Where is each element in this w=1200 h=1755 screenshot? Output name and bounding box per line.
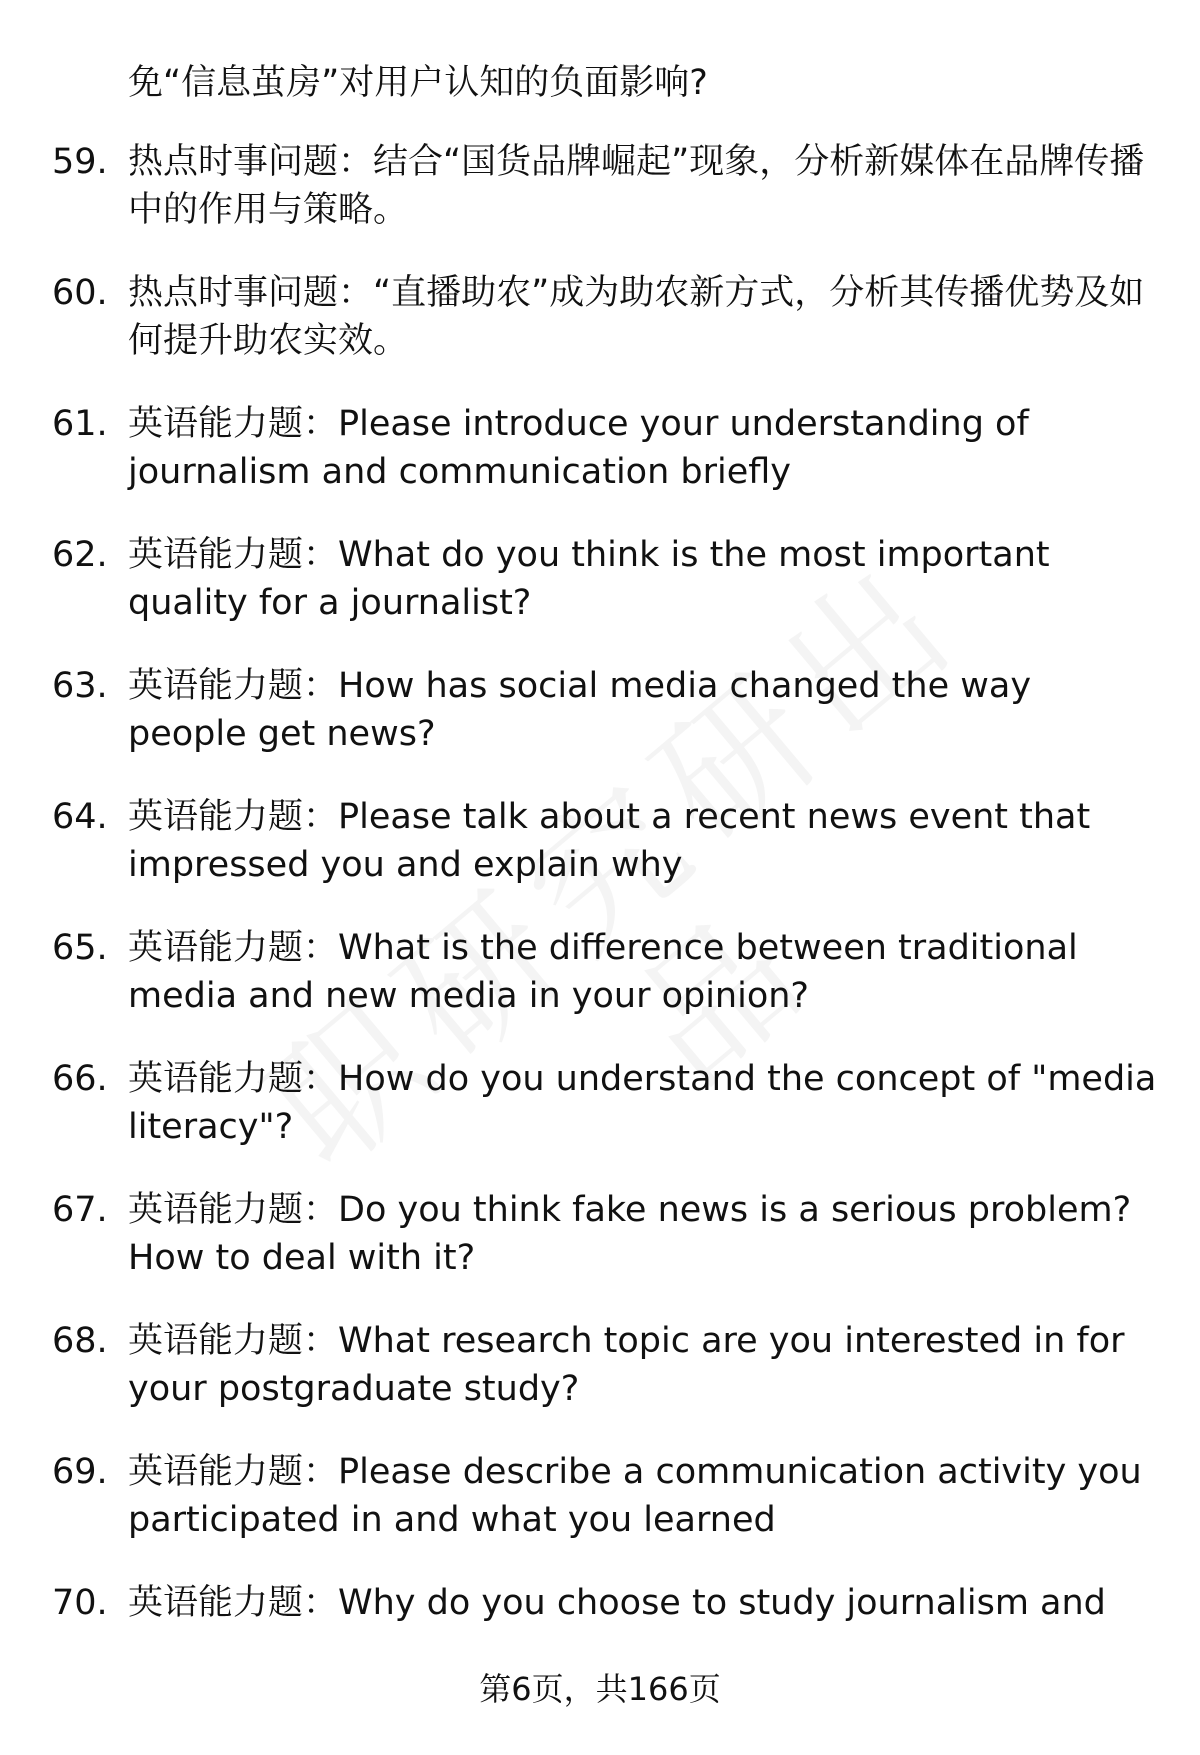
question-text: 英语能力题：Please introduce your understanding of journalism and communication briefly (128, 404, 1029, 492)
question-text: 英语能力题：How do you understand the concept of "media literacy"? (128, 1059, 1157, 1147)
question-text: 英语能力题：Please talk about a recent news event that impressed you and explain why (128, 797, 1091, 885)
question-item (0, 1448, 1158, 1544)
question-number: 60. (52, 273, 108, 313)
question-item (0, 531, 1158, 627)
question-item (0, 269, 1158, 365)
question-item (0, 1579, 1158, 1627)
question-text: 英语能力题：Why do you choose to study journalism and (128, 1583, 1106, 1623)
question-text: 英语能力题：How has social media changed the way people get news? (128, 666, 1032, 754)
question-list (0, 138, 1200, 1662)
question-item (0, 662, 1158, 758)
question-number: 62. (52, 535, 108, 575)
question-number: 63. (52, 666, 108, 706)
question-item (0, 1186, 1158, 1282)
question-number: 66. (52, 1059, 108, 1099)
question-text: 英语能力题：What is the difference between traditional media and new media in your opinion? (128, 928, 1078, 1016)
question-number: 70. (52, 1583, 108, 1623)
question-item (0, 1317, 1158, 1413)
continued-question-text: 免“信息茧房”对用户认知的负面影响? (128, 63, 708, 103)
question-number: 67. (52, 1190, 108, 1230)
question-item (0, 793, 1158, 889)
question-text: 热点时事问题：结合“国货品牌崛起”现象，分析新媒体在品牌传播中的作用与策略。 (128, 142, 1145, 230)
question-item (0, 924, 1158, 1020)
question-text: 英语能力题：Please describe a communication activity you participated in and what you learned (128, 1452, 1142, 1540)
question-text: 英语能力题：What research topic are you interested in for your postgraduate study? (128, 1321, 1125, 1409)
question-item (0, 1055, 1158, 1151)
question-number: 69. (52, 1452, 108, 1492)
question-number: 61. (52, 404, 108, 444)
question-number: 65. (52, 928, 108, 968)
question-number: 59. (52, 142, 108, 182)
question-number: 64. (52, 797, 108, 837)
question-text: 英语能力题：What do you think is the most important quality for a journalist? (128, 535, 1050, 623)
page-footer: 第6页，共166页 (479, 1670, 721, 1708)
question-text: 英语能力题：Do you think fake news is a serious problem? How to deal with it? (128, 1190, 1132, 1278)
question-item (0, 138, 1158, 234)
question-number: 68. (52, 1321, 108, 1361)
question-item (0, 400, 1158, 496)
question-text: 热点时事问题：“直播助农”成为助农新方式，分析其传播优势及如何提升助农实效。 (128, 273, 1145, 361)
